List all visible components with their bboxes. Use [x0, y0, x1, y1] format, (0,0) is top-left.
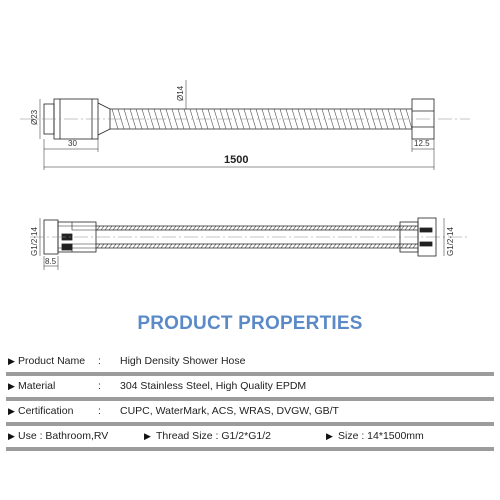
thread-label-right: G1/2-14 [446, 227, 455, 256]
property-row-certification [6, 402, 494, 426]
arrow-icon: ▶ [8, 431, 15, 441]
property-thread-size: Thread Size : G1/2*G1/2 [156, 430, 271, 442]
row-divider [6, 397, 494, 401]
row-divider [6, 422, 494, 426]
property-use: Use : Bathroom,RV [18, 430, 109, 442]
arrow-icon: ▶ [326, 431, 333, 441]
property-row-specs [6, 427, 494, 451]
arrow-icon: ▶ [8, 356, 15, 366]
dim-fitting-length: 30 [68, 139, 77, 148]
arrow-icon: ▶ [144, 431, 151, 441]
dim-nut-length: 12.5 [414, 139, 430, 148]
property-label: Certification [18, 405, 74, 417]
arrow-icon: ▶ [8, 406, 15, 416]
arrow-icon: ▶ [8, 381, 15, 391]
section-view [30, 218, 470, 270]
property-row-product-name [6, 352, 494, 376]
row-divider [6, 447, 494, 451]
dim-diameter-hose: Ø14 [176, 85, 185, 101]
property-size: Size : 14*1500mm [338, 430, 424, 442]
property-colon: : [98, 380, 101, 392]
dim-diameter-fitting: Ø23 [30, 109, 39, 125]
property-value: High Density Shower Hose [120, 355, 246, 367]
property-colon: : [98, 355, 101, 367]
dim-total-length: 1500 [224, 154, 249, 166]
thread-label-left: G1/2-14 [30, 227, 39, 256]
row-divider [6, 372, 494, 376]
property-label: Material [18, 380, 56, 392]
property-row-material [6, 377, 494, 401]
property-value: 304 Stainless Steel, High Quality EPDM [120, 380, 307, 392]
property-value: CUPC, WaterMark, ACS, WRAS, DVGW, GB/T [120, 405, 339, 417]
dim-thread-length: 8.5 [45, 257, 57, 266]
property-colon: : [98, 405, 101, 417]
property-label: Product Name [18, 355, 86, 367]
section-title: PRODUCT PROPERTIES [137, 313, 363, 334]
